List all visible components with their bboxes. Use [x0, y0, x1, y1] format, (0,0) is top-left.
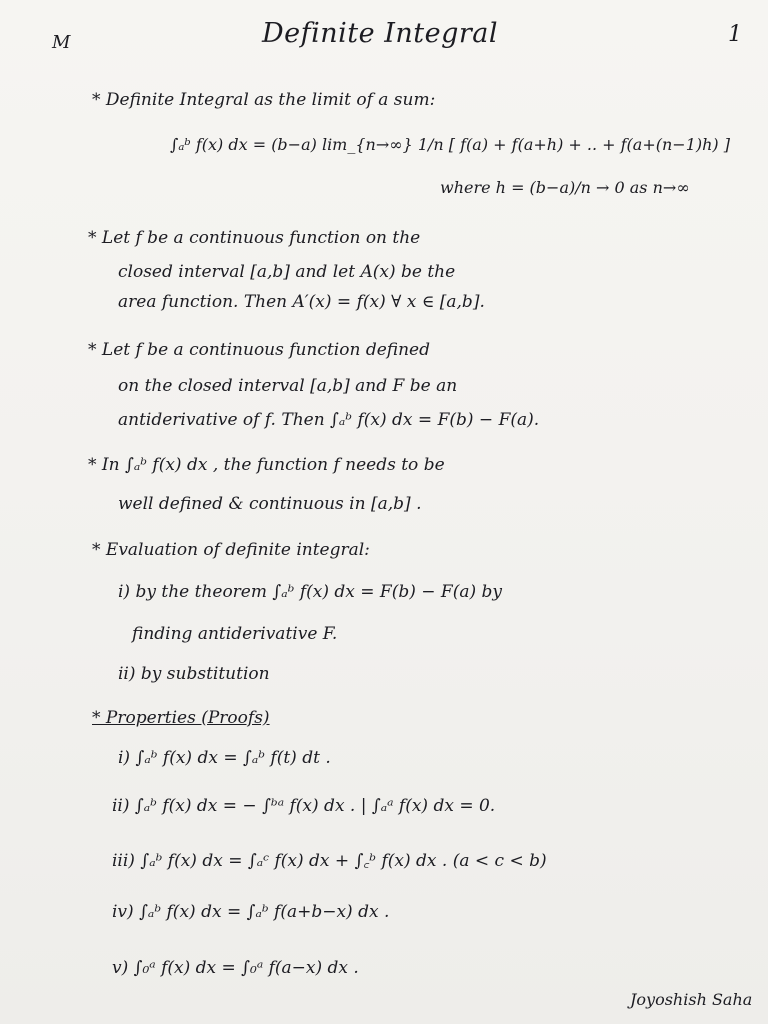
line-17: i) ∫ₐᵇ f(x) dx = ∫ₐᵇ f(t) dt . — [118, 748, 331, 768]
line-5: closed interval [a,b] and let A(x) be the — [118, 262, 456, 282]
line-3: where h = (b−a)/n → 0 as n→∞ — [440, 178, 690, 197]
line-14: finding antiderivative F. — [132, 624, 338, 644]
line-19: iii) ∫ₐᵇ f(x) dx = ∫ₐᶜ f(x) dx + ∫꜀ᵇ f(x) dx . (a < c < b) — [112, 851, 547, 871]
page-title: Definite Integral — [262, 18, 498, 49]
author-signature: Joyoshish Saha — [630, 990, 753, 1009]
line-16: * Properties (Proofs) — [92, 708, 270, 728]
line-2: ∫ₐᵇ f(x) dx = (b−a) lim_{n→∞} 1/n [ f(a) + f(a+h) + .. + f(a+(n−1)h) ] — [170, 135, 730, 154]
line-20: iv) ∫ₐᵇ f(x) dx = ∫ₐᵇ f(a+b−x) dx . — [112, 902, 390, 922]
header-initial: M — [52, 32, 71, 53]
line-4: * Let f be a continuous function on the — [88, 228, 421, 248]
line-21: v) ∫₀ᵃ f(x) dx = ∫₀ᵃ f(a−x) dx . — [112, 958, 359, 978]
line-15: ii) by substitution — [118, 664, 270, 684]
line-7: * Let f be a continuous function defined — [88, 340, 430, 360]
line-11: well defined & continuous in [a,b] . — [118, 494, 422, 514]
line-6: area function. Then A′(x) = f(x) ∀ x ∈ [a,b]. — [118, 292, 485, 312]
line-12: * Evaluation of definite integral: — [92, 540, 370, 560]
line-13: i) by the theorem ∫ₐᵇ f(x) dx = F(b) − F(a) by — [118, 582, 502, 602]
line-18: ii) ∫ₐᵇ f(x) dx = − ∫ᵇᵃ f(x) dx . | ∫ₐᵃ f(x) dx = 0. — [112, 796, 496, 816]
line-8: on the closed interval [a,b] and F be an — [118, 376, 458, 396]
line-9: antiderivative of f. Then ∫ₐᵇ f(x) dx = F(b) − F(a). — [118, 410, 540, 430]
line-10: * In ∫ₐᵇ f(x) dx , the function f needs to be — [88, 455, 445, 475]
line-1: * Definite Integral as the limit of a sum: — [92, 90, 436, 110]
page-number: 1 — [728, 22, 742, 47]
